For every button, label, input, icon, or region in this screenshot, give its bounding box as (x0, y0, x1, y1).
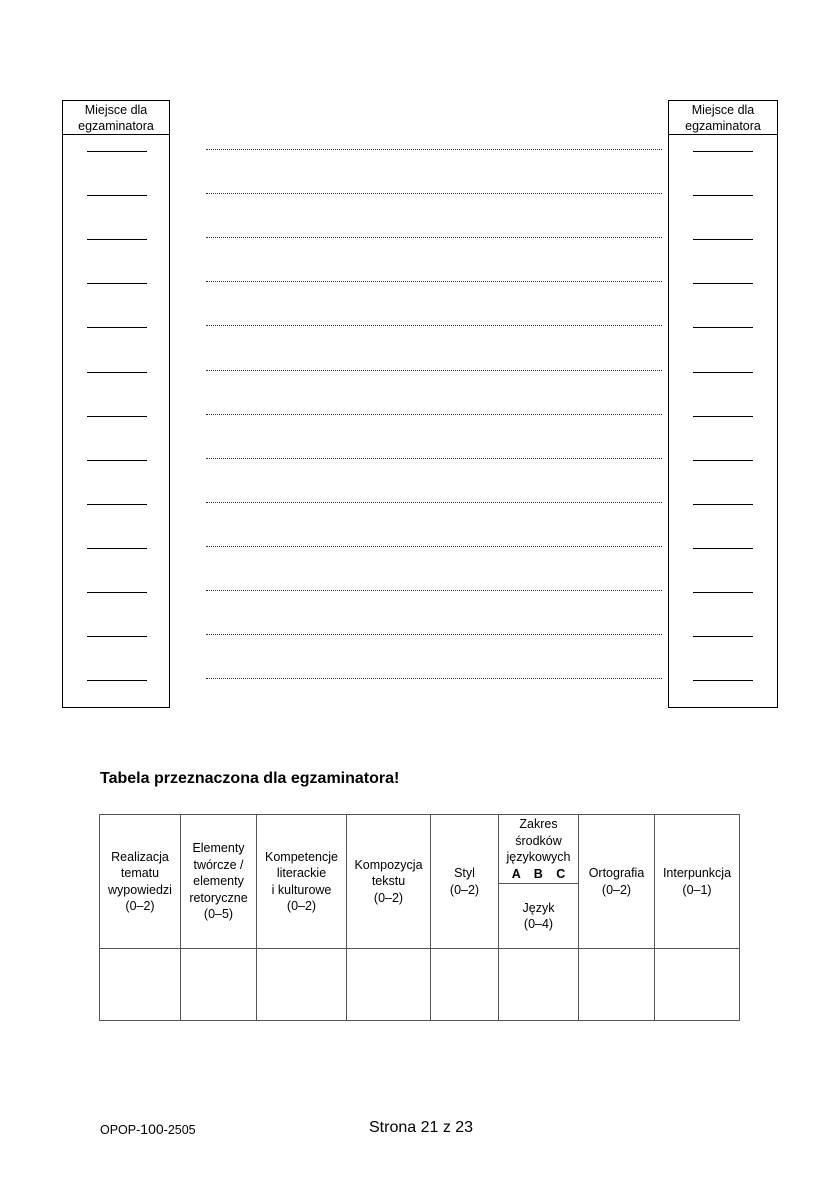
header-cell-elementy: Elementy twórcze / elementy retoryczne (0–5) (181, 815, 257, 949)
score-blank-left[interactable] (87, 548, 147, 549)
score-blank-right[interactable] (693, 636, 753, 637)
grading-table (99, 814, 740, 1021)
score-blank-left[interactable] (87, 151, 147, 152)
examiner-box-left (62, 100, 170, 708)
answer-line[interactable] (206, 458, 662, 459)
answer-line[interactable] (206, 546, 662, 547)
abc-label: A B C (511, 866, 566, 881)
answer-line[interactable] (206, 193, 662, 194)
header-cell-interpunkcja: Interpunkcja (0–1) (655, 815, 740, 949)
score-blank-left[interactable] (87, 592, 147, 593)
score-blank-right[interactable] (693, 592, 753, 593)
answer-line[interactable] (206, 678, 662, 679)
header-cell-jezyk: Język (0–4) (499, 884, 579, 949)
score-blank-right[interactable] (693, 504, 753, 505)
score-blank-right[interactable] (693, 195, 753, 196)
score-blank-right[interactable] (693, 680, 753, 681)
score-cell-kompetencje[interactable] (257, 949, 347, 1021)
examiner-box-header (669, 101, 777, 135)
score-blank-right[interactable] (693, 327, 753, 328)
score-blank-left[interactable] (87, 372, 147, 373)
score-blank-left[interactable] (87, 195, 147, 196)
score-blank-left[interactable] (87, 327, 147, 328)
examiner-box-label-line2: egzaminatora (78, 119, 154, 133)
score-cell-styl[interactable] (431, 949, 499, 1021)
header-cell-realizacja: Realizacja tematu wypowiedzi (0–2) (100, 815, 181, 949)
examiner-box-label-line2: egzaminatora (685, 119, 761, 133)
score-cell-realizacja[interactable] (100, 949, 181, 1021)
exam-code: OPOP-100-2505 (100, 1121, 196, 1137)
score-blank-left[interactable] (87, 636, 147, 637)
header-cell-kompozycja: Kompozycja tekstu (0–2) (347, 815, 431, 949)
answer-line[interactable] (206, 414, 662, 415)
examiner-box-label-line1: Miejsce dla (691, 103, 755, 117)
score-cell-elementy[interactable] (181, 949, 257, 1021)
answer-line[interactable] (206, 149, 662, 150)
score-blank-left[interactable] (87, 283, 147, 284)
answer-line[interactable] (206, 325, 662, 326)
score-blank-right[interactable] (693, 372, 753, 373)
score-blank-left[interactable] (87, 416, 147, 417)
answer-line[interactable] (206, 502, 662, 503)
answer-line[interactable] (206, 634, 662, 635)
score-cell-kompozycja[interactable] (347, 949, 431, 1021)
header-cell-styl: Styl (0–2) (431, 815, 499, 949)
header-cell-zakres: Zakres środków językowych A B C (499, 815, 579, 884)
header-cell-kompetencje: Kompetencje literackie i kulturowe (0–2) (257, 815, 347, 949)
score-blank-left[interactable] (87, 460, 147, 461)
answer-line[interactable] (206, 590, 662, 591)
score-blank-left[interactable] (87, 680, 147, 681)
score-blank-right[interactable] (693, 548, 753, 549)
answer-line[interactable] (206, 281, 662, 282)
answer-line[interactable] (206, 370, 662, 371)
score-blank-right[interactable] (693, 283, 753, 284)
score-cell-interpunkcja[interactable] (655, 949, 740, 1021)
examiner-box-header (63, 101, 169, 135)
score-blank-left[interactable] (87, 239, 147, 240)
score-blank-left[interactable] (87, 504, 147, 505)
answer-line[interactable] (206, 237, 662, 238)
header-cell-ortografia: Ortografia (0–2) (579, 815, 655, 949)
table-header-row (100, 815, 740, 884)
examiner-box-right (668, 100, 778, 708)
score-blank-right[interactable] (693, 151, 753, 152)
score-cell-ortografia[interactable] (579, 949, 655, 1021)
score-blank-right[interactable] (693, 239, 753, 240)
score-row (100, 949, 740, 1021)
page-number: Strona 21 z 23 (369, 1119, 474, 1136)
score-blank-right[interactable] (693, 416, 753, 417)
score-cell-zakres-jezyk[interactable] (499, 949, 579, 1021)
table-heading: Tabela przeznaczona dla egzaminatora! (100, 770, 400, 787)
examiner-box-label-line1: Miejsce dla (84, 103, 148, 117)
score-blank-right[interactable] (693, 460, 753, 461)
